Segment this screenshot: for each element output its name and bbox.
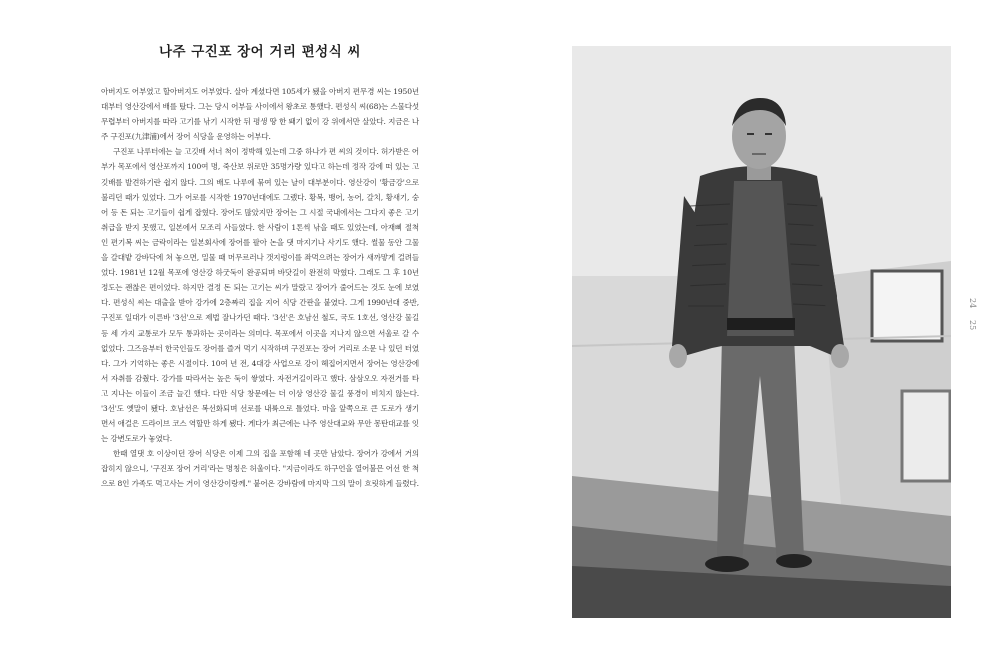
cabin-window bbox=[872, 271, 942, 341]
hand bbox=[669, 344, 687, 368]
portrait-photo bbox=[572, 46, 951, 618]
shoe bbox=[776, 554, 812, 568]
page-numbers bbox=[967, 298, 981, 342]
shoe bbox=[705, 556, 749, 572]
article-title: 나주 구진포 장어 거리 편성식 씨 bbox=[158, 44, 362, 60]
belt bbox=[727, 318, 795, 330]
page-number-left: 24 bbox=[968, 298, 977, 309]
cabin-window bbox=[902, 391, 950, 481]
page-number-right: 25 bbox=[968, 320, 977, 331]
paragraph: 아버지도 어부였고 할아버지도 어부였다. 살아 계셨다면 105세가 됐을 아버지 편무경 씨는 1950년대부터 영산강에서 배를 탔다. 그는 당시 어부들 사이에서 왕초로 통했다. 편성식 씨(68)는 스물다섯 무렵부터 아버지를 따라 고기를 낚기 시작한 뒤 평생 땅 한 뙈기 없이 강 위에서만 살았다. 지금은 나주 구진포(九津浦)에서 장어 식당을 운영하는 어부다. bbox=[101, 87, 419, 142]
paragraph: 한때 열댓 호 이상이던 장어 식당은 이제 그의 집을 포함해 네 곳만 남았다. 장어가 강에서 거의 잡히지 않으니, '구진포 장어 거리'라는 명칭은 허울이다. "지금이라도 하구언을 열어불믄 어선 한 척으로 8인 가족도 먹고사는 거이 영산강이랑께." 붙어온 강바람에 마지막 그의 말이 흐릿하게 들렸다. bbox=[101, 449, 419, 489]
article-body bbox=[101, 84, 419, 492]
paragraph: 구진포 나루터에는 늘 고깃배 서너 척이 정박해 있는데 그중 하나가 편 씨의 것이다. 허가받은 어부가 목포에서 영산포까지 100여 명, 죽산보 위로만 35명가량 있다고 하는데 정작 강에 떠 있는 고깃배를 발견하기란 쉽지 않다. 그의 배도 나루에 묶여 있는 날이 대부분이다. 영산강이 '황금강'으로 불리던 때가 있었다. 그가 어로를 시작한 1970년대에도 그랬다. 황복, 뱅어, 농어, 갈치, 황새기, 숭어 등 돈 되는 고기들이 쉽게 잡혔다. 장어도 많았지만 장어는 그 시절 국내에서는 그다지 좋은 고기 취급을 받지 못했고, 일본에서 모조리 사들였다. 한 사람이 1톤씩 낚을 때도 있었는데, 아재삐 절척인 편기복 씨는 금락이라는 일본회사에 장어를 팔아 논을 댓 마지기나 사기도 했다. 썰물 동안 그물을 갈대밭 강바닥에 쳐 놓으면, 밀물 때 머무르러나 갯지렁이를 좌먹으려는 장어가 새까맣게 걸려들었다. 1981년 12월 목포에 영산강 하굿둑이 완공되며 바닷길이 완전히 막혔다. 그래도 그 후 10년 정도는 괜찮은 편이었다. 하지만 결정 돈 되는 고기는 씨가 말랐고 장어가 줄어드는 것도 눈에 보였다. 편성식 씨는 대출을 받아 강가에 2층짜리 집을 지어 식당 간판을 붙였다. 그게 1990년대 중반, 구진포 일대가 이른바 '3선'으로 제법 잘나가던 때다. '3선'은 호남선 철도, 국도 1호선, 영산강 물길 등 세 가지 교통로가 모두 통과하는 곳이라는 의미다. 목포에서 이곳을 지나지 않으면 서울로 갈 수 없었다. 그즈음부터 한국인들도 장어를 즐겨 먹기 시작하며 구진포는 장어 거리로 소문 나 있던 터였다. 그가 기억하는 좋은 시절이다. 10여 년 전, 4대강 사업으로 강이 헤집어지면서 장어는 영산강에서 자취를 감췄다. 강가를 따라서는 높은 둑이 쌓였다. 자전거길이라고 했다. 삼삼오오 자전거를 타고 지나는 이들이 조금 늘긴 했다. 다만 식당 창문에는 더 이상 영산강 물길 풍경이 비치지 않는다. '3선'도 옛말이 됐다. 호남선은 복선화되며 선로를 내륙으로 틀었다. 마을 앞쪽으로 큰 도로가 생기면서 애걸은 드라이브 코스 역할만 하게 됐다. 게다가 최근에는 나주 영산대교와 무안 몽탄대교를 잇는 강변도로가 놓였다. bbox=[101, 147, 419, 444]
hand bbox=[831, 344, 849, 368]
photo-illustration bbox=[572, 46, 951, 618]
